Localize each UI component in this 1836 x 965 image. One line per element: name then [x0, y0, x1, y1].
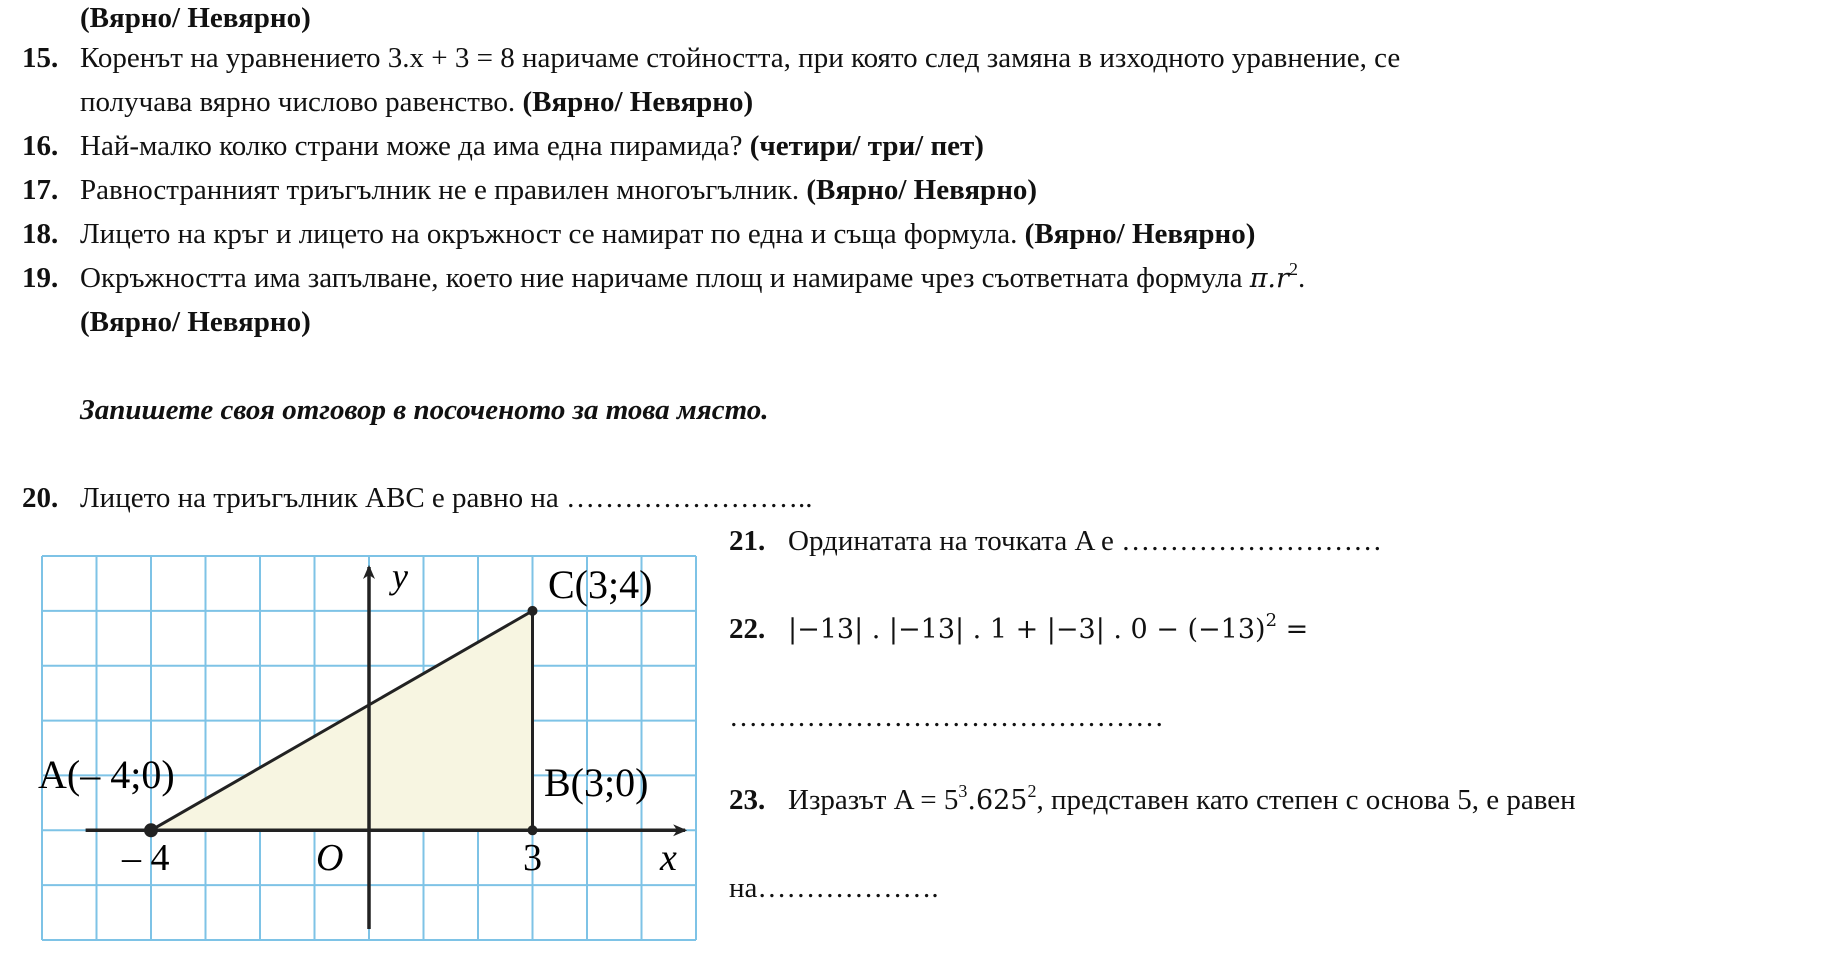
question-21: Ординатата на точката A е ……………………… [788, 525, 1383, 557]
formula-exponent: 2 [1288, 259, 1298, 279]
question-22-expression: |−13| . |−13| . 1 + |−3| . $0 - (-13)^2$ = [788, 610, 1309, 645]
question-23: Изразът $A = 5^3.625^2$, представен като степен с основа 5, е равен [788, 781, 1576, 816]
coordinate-graph [38, 552, 700, 944]
header-options: (Вярно/ Невярно) [80, 2, 311, 34]
point-a-label: A(– 4;0) [38, 752, 175, 797]
question-15-options: (Вярно/ Невярно) [522, 86, 754, 118]
instruction: Запишете своя отговор в посоченото за това място. [80, 394, 769, 426]
question-15-line1: Коренът на уравнението 3.x + 3 = 8 наричаме стойността, при която след замяна в изходното уравнение, се [80, 42, 1401, 74]
question-18: Лицето на кръг и лицето на окръжност се намират по една и съща формула. (Вярно/ Невярно) [80, 218, 1256, 250]
question-16: Най-малко колко страни може да има една пирамида? (четири/ три/ пет) [80, 130, 984, 162]
question-20: Лицето на триъгълник ABC е равно на …………………….. [80, 482, 813, 514]
x-axis-label: x [660, 837, 677, 879]
expression-exponent: 2 [1265, 610, 1278, 631]
question-18-options: (Вярно/ Невярно) [1024, 218, 1256, 250]
question-number: 18. [22, 218, 59, 250]
origin-label: O [316, 837, 344, 879]
question-23-answer: на………………. [729, 872, 939, 904]
point-a-dot [144, 823, 158, 837]
point-b-label: B(3;0) [544, 760, 649, 805]
question-15-line2: получава вярно числово равенство. (Вярно/ Невярно) [80, 86, 754, 118]
y-axis-label: y [392, 556, 408, 596]
question-number: 15. [22, 42, 59, 74]
formula-pi: π. [1249, 263, 1277, 294]
point-b-dot [528, 825, 538, 835]
question-number: 21. [729, 525, 766, 557]
question-19: Окръжността има запълване, което ние наричаме площ и намираме чрез съответната формула $\pi.r^2$. [80, 259, 1306, 294]
question-number: 16. [22, 130, 59, 162]
formula-r: r [1276, 263, 1289, 294]
point-c-dot [528, 606, 538, 616]
point-c-label: C(3;4) [548, 562, 653, 607]
question-16-options: (четири/ три/ пет) [749, 130, 984, 162]
question-22-answer-line: ……………………………………… [729, 701, 1164, 733]
question-number: 23. [729, 784, 766, 816]
question-19-options: (Вярно/ Невярно) [80, 306, 311, 338]
question-17: Равностранният триъгълник не е правилен многоъгълник. (Вярно/ Невярно) [80, 174, 1038, 206]
question-number: 20. [22, 482, 59, 514]
question-number: 17. [22, 174, 59, 206]
question-17-options: (Вярно/ Невярно) [806, 174, 1038, 206]
tick-label-neg4: – 4 [122, 837, 170, 879]
question-number: 19. [22, 262, 59, 294]
tick-label-3: 3 [523, 837, 542, 879]
question-number: 22. [729, 613, 766, 645]
